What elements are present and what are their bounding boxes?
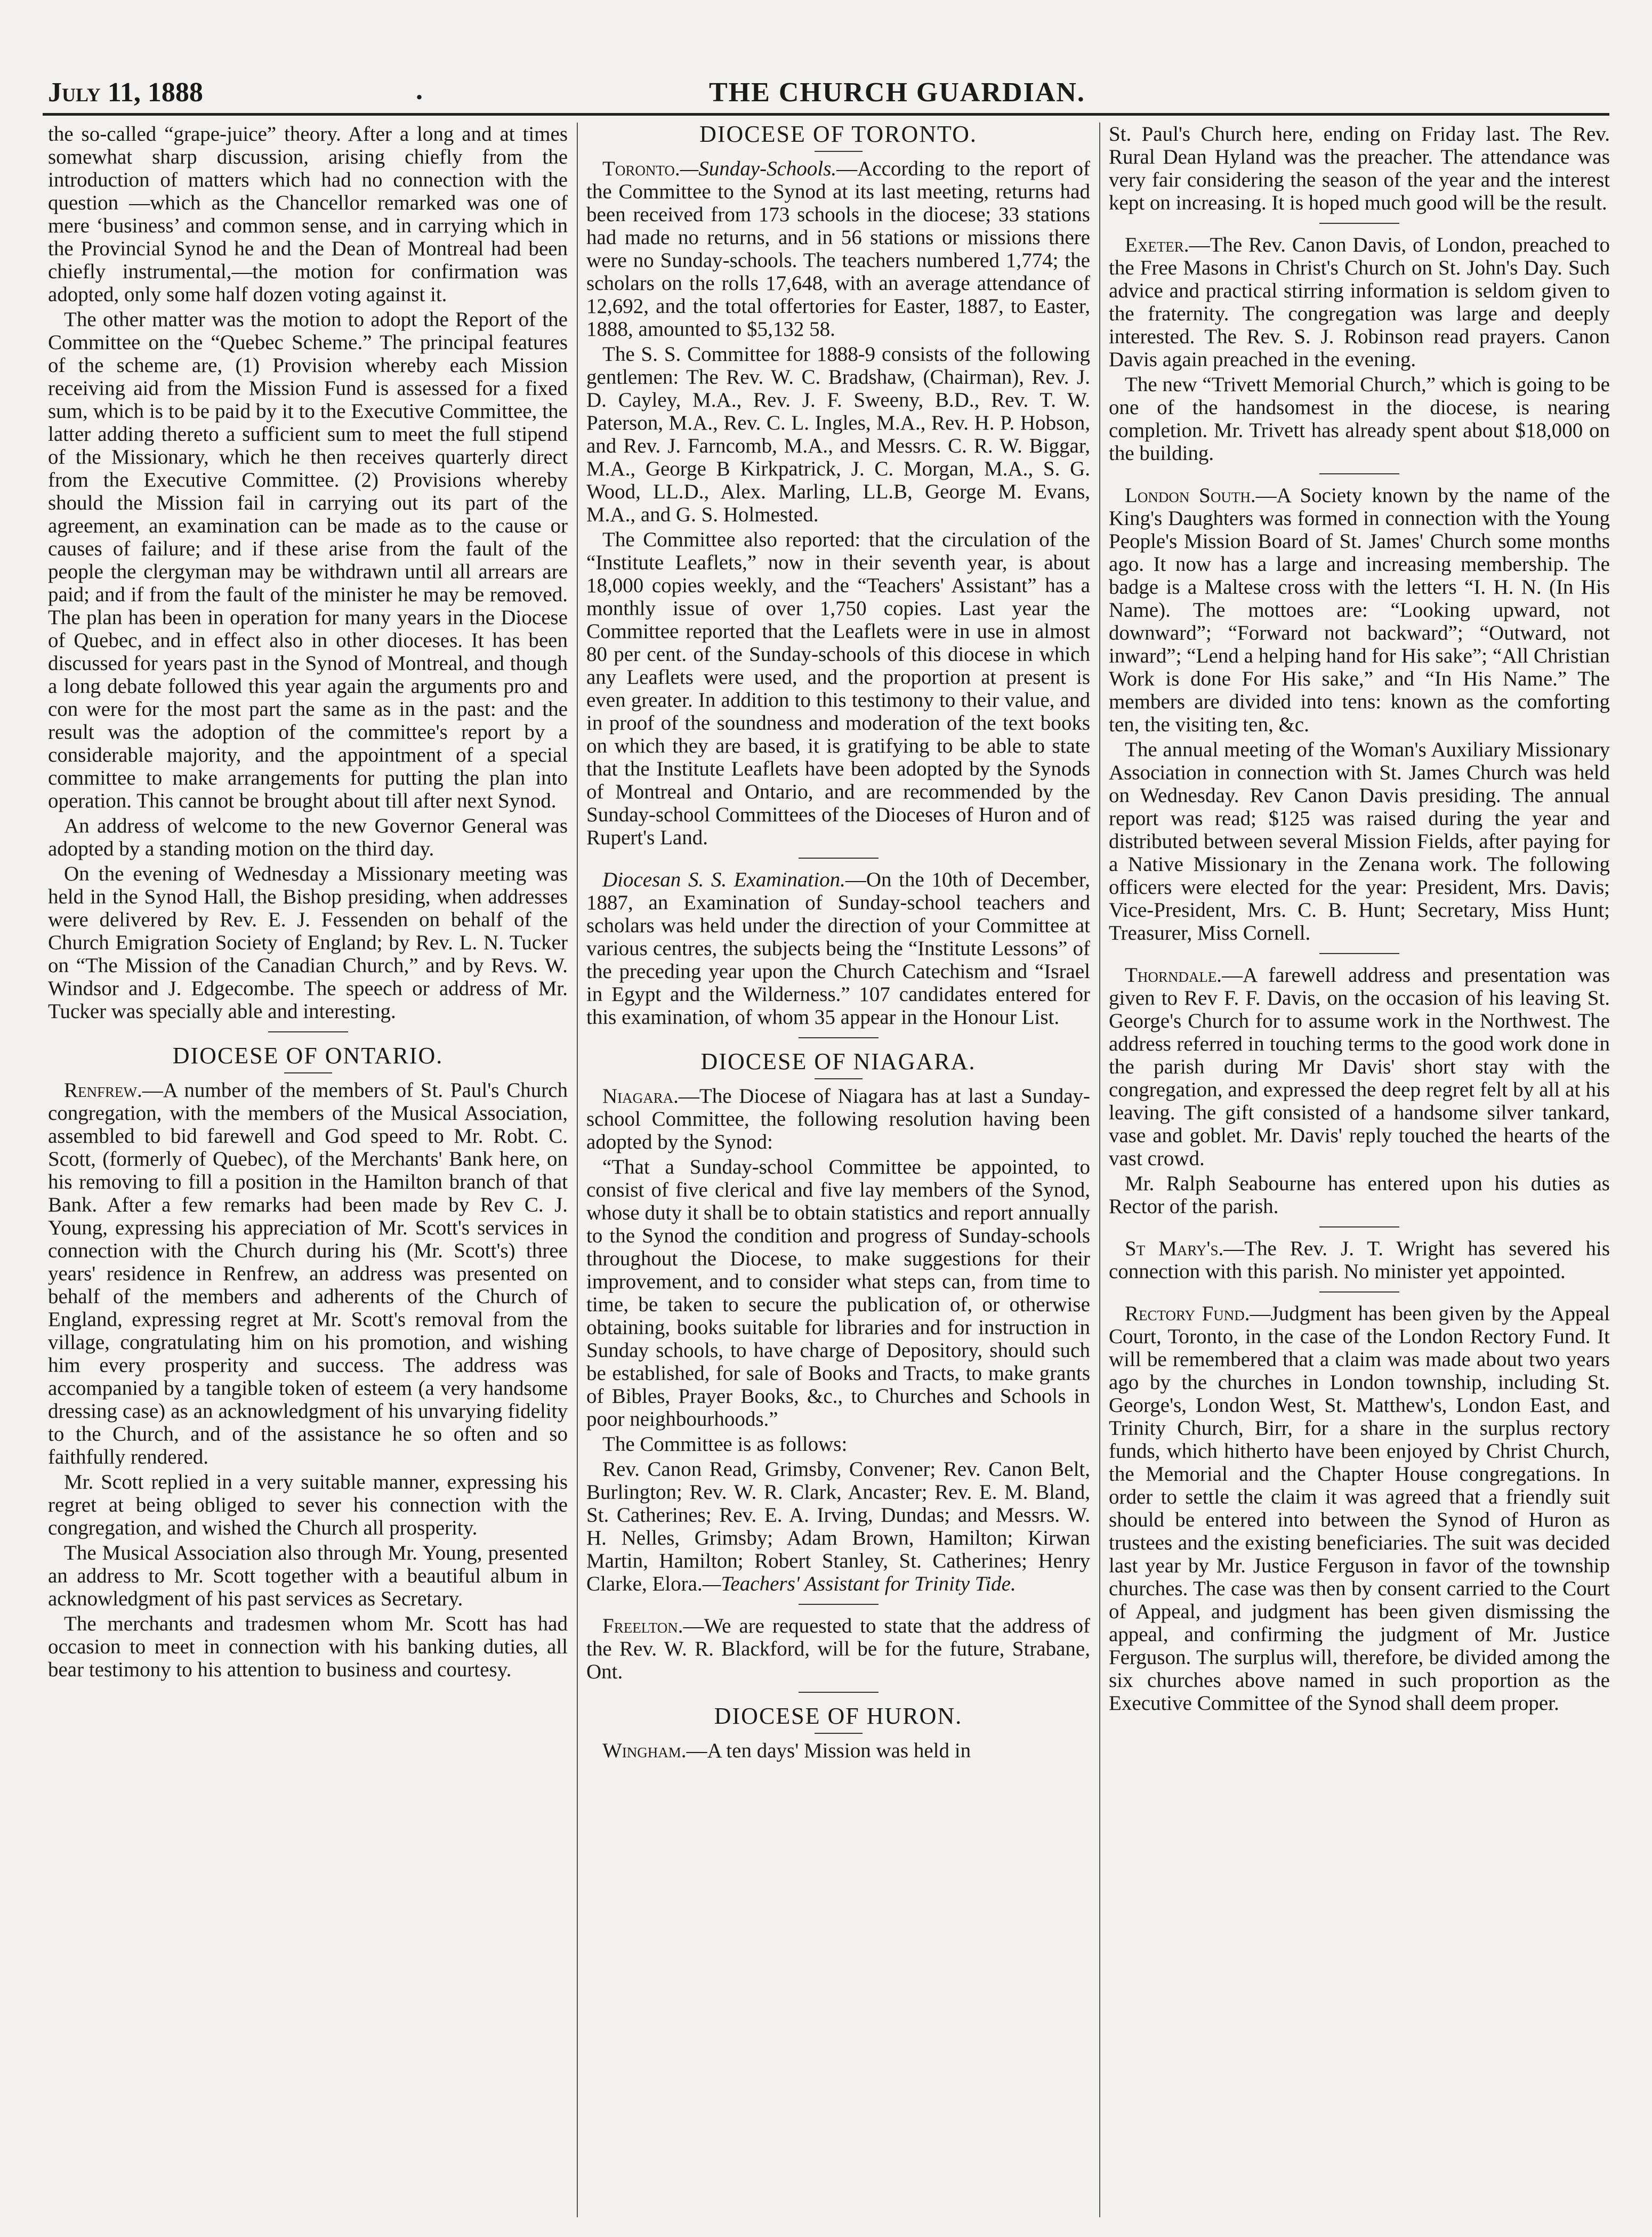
issue-date: July 11, 1888 <box>48 77 203 108</box>
section-heading-toronto: DIOCESE OF TORONTO. <box>586 123 1090 152</box>
place-lead: Renfrew. <box>64 1079 142 1102</box>
paragraph: The annual meeting of the Woman's Auxiliary Missionary Association in connection with St. James Church was held on Wednesday. Rev Canon Davis presiding. The annual report was read; $125 was raised during the year and distributed between several Mission Fields, after paying for a Native Missionary in the Zenana work. The following officers were elected for the year: President, Mrs. Davis; Vice-President, Mrs. C. B. Hunt; Secretary, Miss Hunt; Treasurer, Miss Cornell. <box>1109 738 1610 944</box>
column-left <box>48 123 568 2217</box>
paragraph-exeter <box>1109 233 1610 371</box>
section-rule <box>1319 953 1399 954</box>
place-lead: Thorndale. <box>1125 964 1222 987</box>
paragraph-text: —We are requested to state that the address of the Rev. W. R. Blackford, will be for the future, Strabane, Ont. <box>586 1614 1090 1683</box>
paragraph: On the evening of Wednesday a Missionary meeting was held in the Synod Hall, the Bishop presiding, when addresses were delivered by Rev. E. J. Fessenden on behalf of the Church Emigration Society of England; by Rev. L. N. Tucker on “The Mission of the Canadian Church,” and by Revs. W. Windsor and J. Edgecombe. The speech or address of Mr. Tucker was specially able and interesting. <box>48 862 568 1023</box>
paragraph-rectory-fund <box>1109 1302 1610 1715</box>
section-rule <box>1319 1291 1399 1293</box>
section-heading-huron: DIOCESE OF HURON. <box>586 1705 1090 1734</box>
paragraph-text: —The Rev. J. T. Wright has severed his connection with this parish. No minister yet appointed. <box>1109 1237 1610 1283</box>
newspaper-title: THE CHURCH GUARDIAN. <box>709 77 1085 108</box>
masthead <box>43 75 1609 116</box>
paragraph: The Committee is as follows: <box>602 1433 848 1456</box>
section-rule <box>1319 473 1399 474</box>
paragraph-text: —The Diocese of Niagara has at last a Sunday-school Committee, the following resolution having been adopted by the Synod: <box>586 1085 1090 1153</box>
paragraph-renfrew <box>48 1079 568 1468</box>
subject-lead: —Sunday-Schools. <box>680 157 837 180</box>
paragraph: The S. S. Committee for 1888-9 consists of the following gentlemen: The Rev. W. C. Bradshaw, (Chairman), Rev. J. D. Cayley, M.A., Rev. J. F. Sweeny, B.D., Rev. T. W. Paterson, M.A., Rev. C. L. Ingles, M.A., Rev. H. P. Hobson, and Rev. J. Farncomb, M.A., and Messrs. C. R. W. Biggar, M.A., George B Kirkpatrick, J. C. Morgan, M.A., S. G. Wood, LL.D., Alex. Marling, LL.B, George M. Evans, M.A., and G. S. Holmested. <box>586 343 1090 526</box>
paragraph-niagara <box>586 1085 1090 1153</box>
paragraph-freelton <box>586 1614 1090 1683</box>
paragraph: The other matter was the motion to adopt the Report of the Committee on the “Quebec Scheme.” The principal features of the scheme are, (1) Provision whereby each Mission receiving aid from the Mission Fund is assessed for a fixed sum, which is to be paid by it to the Executive Committee, the latter adding thereto a sufficient sum to meet the full stipend of the Missionary, which he then receives quarterly direct from the Executive Committee. (2) Provisions whereby should the Mission fail in carrying out its part of the agreement, an examination can be made as to the cause or causes of failure; and if these arise from the fault of the people the clergyman may be withdrawn until all arrears are paid; and if from the fault of the minister he may be removed. The plan has been in operation for many years in the Diocese of Quebec, and in effect also in other dioceses. It has been discussed for years past in the Synod of Montreal, and though a long debate followed this year again the arguments pro and con were for the most part the same as in the past: and the result was the adoption of the committee's report by a considerable majority, and the appointment of a special committee to make arrangements for putting the plan into operation. This cannot be brought about till after next Synod. <box>48 308 568 812</box>
column-divider <box>577 123 578 2217</box>
paragraph-thorndale <box>1109 964 1610 1170</box>
paragraph-wingham <box>586 1739 1090 1762</box>
section-rule <box>799 1692 879 1693</box>
masthead-dot: . <box>416 75 423 106</box>
paragraph-text: —A Society known by the name of the King's Daughters was formed in connection with the Young People's Mission Board of St. James' Church some months ago. It now has a large and increasing membership. The badge is a Maltese cross with the letters “I. H. N. (In His Name). The mottoes are: “Looking upward, not downward”; “Forward not backward”; “Outward, not inward”; “Lend a helping hand for His sake”; “All Christian Work is done For His sake,” and “In His Name.” The members are divided into tens: known as the comforting ten, the visiting ten, &c. <box>1109 484 1610 736</box>
paragraph-text: —A number of the members of St. Paul's Church congregation, with the members of the Musical Association, assembled to bid farewell and God speed to Mr. Robt. C. Scott, (formerly of Quebec), of the Merchants' Bank here, on his removing to fill a position in the Hamilton branch of that Bank. After a few remarks had been made by Rev C. J. Young, expressing his appreciation of Mr. Scott's services in connection with the Church during his (Mr. Scott's) three years' residence in Renfrew, an address was presented on behalf of the members and adherents of the Church of England, expressing regret at Mr. Scott's removal from the village, congratulating him on his promotion, and wishing him every prosperity and success. The address was accompanied by a tangible token of esteem (a very handsome dressing case) as an acknowledgment of his unvarying fidelity to the Church, and of the assistance he so often and so faithfully rendered. <box>48 1079 568 1468</box>
paragraph-text: —On the 10th of December, 1887, an Examination of Sunday-school teachers and scholars was held under the direction of your Committee at various centres, the subjects being the “Institute Lessons” of the preceding year upon the Church Catechism and “Israel in Egypt and the Wilderness.” 107 candidates entered for this examination, of whom 35 appear in the Honour List. <box>586 868 1090 1029</box>
section-heading-ontario: DIOCESE OF ONTARIO. <box>48 1044 568 1073</box>
column-right <box>1109 123 1610 2217</box>
paragraph: Mr. Ralph Seabourne has entered upon his duties as Rector of the parish. <box>1109 1172 1610 1218</box>
place-lead: Toronto. <box>602 157 680 180</box>
paragraph-text: Rev. Canon Read, Grimsby, Convener; Rev. Canon Belt, Burlington; Rev. W. R. Clark, Ancaster; Rev. E. M. Bland, St. Catherines; Rev. E. A. Irving, Dundas; and Messrs. W. H. Nelles, Grimsby; Adam Brown, Hamilton; Kirwan Martin, Hamilton; Robert Stanley, St. Catherines; Henry Clarke, Elora. <box>586 1458 1090 1595</box>
paragraph-text: —According to the report of the Committee to the Synod at its last meeting, returns had been received from 173 schools in the diocese; 33 stations had made no returns, and in 56 stations or missions there were no Sunday-schools. The teachers numbered 1,774; the scholars on the rolls 17,648, with an average attendance of 12,692, and the total offertories for Easter, 1887, to Easter, 1888, amounted to $5,132 58. <box>586 157 1090 341</box>
section-rule <box>799 1037 879 1038</box>
paragraph-examination <box>586 868 1090 1029</box>
column-middle <box>586 123 1090 2217</box>
paragraph: The merchants and tradesmen whom Mr. Scott has had occasion to meet in connection with his banking duties, all bear testimony to his attention to business and courtesy. <box>48 1612 568 1681</box>
paragraph-text: —A farewell address and presentation was given to Rev F. F. Davis, on the occasion of his leaving St. George's Church for to assume work in the Northwest. The address referred in touching terms to the good work done in the parish during Mr Davis' short stay with the congregation, and expressed the deep regret felt by all at his leaving. The gift consisted of a handsome silver tankard, vase and goblet. Mr. Davis' reply touched the hearts of the vast crowd. <box>1109 964 1610 1170</box>
place-lead: Rectory Fund. <box>1125 1302 1250 1325</box>
paragraph: Mr. Scott replied in a very suitable manner, expressing his regret at being obliged to sever his connection with the congregation, and wished the Church all prosperity. <box>48 1471 568 1539</box>
paragraph: The new “Trivett Memorial Church,” which is going to be one of the handsomest in the diocese, is nearing completion. Mr. Trivett has already spent about $18,000 on the building. <box>1109 373 1610 465</box>
place-lead: Exeter. <box>1125 233 1189 256</box>
section-rule <box>1319 223 1399 224</box>
place-lead: Freelton. <box>602 1614 683 1637</box>
paragraph: “That a Sunday-school Committee be appointed, to consist of five clerical and five lay members of the Synod, whose duty it shall be to obtain statistics and report annually to the Synod the condition and progress of Sunday-schools throughout the Diocese, to make suggestions for their improvement, and to consider what steps can, from time to time, be taken to secure the publication of, or otherwise obtaining, books suitable for libraries and for instruction in Sunday schools, to have charge of Depository, should such be established, for sale of Books and Tracts, to make grants of Bibles, Prayer Books, &c., to Churches and Schools in poor neighbourhoods.” <box>586 1156 1090 1431</box>
paragraph: the so-called “grape-juice” theory. After a long and at times somewhat sharp discussion, arising chiefly from the introduction of matters which had no connection with the question —which as the Chancellor remarked was one of mere ‘business’ and common sense, and in carrying which in the Provincial Synod he and the Dean of Montreal had been chiefly instrumental,—the motion for confirmation was adopted, only some half dozen voting against it. <box>48 123 568 306</box>
paragraph-london-south <box>1109 484 1610 736</box>
section-rule <box>799 1604 879 1605</box>
paragraph: St. Paul's Church here, ending on Friday last. The Rev. Rural Dean Hyland was the preacher. The attendance was very fair considering the season of the year and the interest kept on increasing. It is hoped much good will be the result. <box>1109 123 1610 214</box>
section-rule <box>268 1031 348 1032</box>
place-lead: Niagara. <box>602 1085 679 1108</box>
column-divider <box>1099 123 1100 2217</box>
paragraph-toronto <box>586 157 1090 341</box>
place-lead: St Mary's. <box>1125 1237 1224 1260</box>
paragraph-text: —The Rev. Canon Davis, of London, preached to the Free Masons in Christ's Church on St. John's Day. Such advice and practical stirring information is seldom given to the fraternity. The congregation was large and deeply interested. The Rev. S. J. Robinson read prayers. Canon Davis again preached in the evening. <box>1109 233 1610 371</box>
place-lead: London South. <box>1125 484 1256 507</box>
subject-lead: Diocesan S. S. Examination. <box>602 868 845 891</box>
paragraph-st-marys <box>1109 1237 1610 1283</box>
paragraph-text: —A ten days' Mission was held in <box>686 1739 971 1762</box>
section-heading-niagara: DIOCESE OF NIAGARA. <box>586 1050 1090 1079</box>
paragraph: The Committee also reported: that the circulation of the “Institute Leaflets,” now in their seventh year, is about 18,000 copies weekly, and the “Teachers' Assistant” has a monthly issue of over 1,750 copies. Last year the Committee reported that the Leaflets were in use in almost 80 per cent. of the Sunday-schools of this diocese in which any Leaflets were used, and the proportion at present is even greater. In addition to this testimony to their value, and in proof of the soundness and moderation of the text books on which they are based, it is gratifying to be able to state that the Institute Leaflets have been adopted by the Synods of Montreal and Ontario, and are recommended by the Sunday-school Committees of the Dioceses of Huron and of Rupert's Land. <box>586 528 1090 849</box>
place-lead: Wingham. <box>602 1739 687 1762</box>
paragraph: An address of welcome to the new Governor General was adopted by a standing motion on the third day. <box>48 814 568 860</box>
section-rule <box>1319 1226 1399 1227</box>
paragraph-text: —Judgment has been given by the Appeal Court, Toronto, in the case of the London Rectory Fund. It will be remembered that a claim was made about two years ago by the churches in London township, including St. George's, London West, St. Matthew's, London East, and Trinity Church, Birr, for a share in the surplus rectory funds, which hitherto have been enjoyed by Christ Church, the Memorial and the Chapter House congregations. In order to settle the claim it was agreed that a friendly suit should be entered into between the Synod of Huron as trustees and the existing beneficiaries. The suit was decided last year by Mr. Justice Ferguson in favor of the township churches. The case was then by consent carried to the Court of Appeal, and judgment has been given dismissing the appeal, and confirming the judgment of Mr. Justice Ferguson. The surplus will, therefore, be divided among the six churches above named in such proportion as the Executive Committee of the Synod shall deem proper. <box>1109 1302 1610 1715</box>
source-credit: —Teachers' Assistant for Trinity Tide. <box>702 1572 1016 1595</box>
section-rule <box>799 858 879 859</box>
paragraph: The Musical Association also through Mr. Young, presented an address to Mr. Scott together with a beautiful album in acknowledgment of his past services as Secretary. <box>48 1541 568 1610</box>
paragraph-committee <box>586 1458 1090 1595</box>
